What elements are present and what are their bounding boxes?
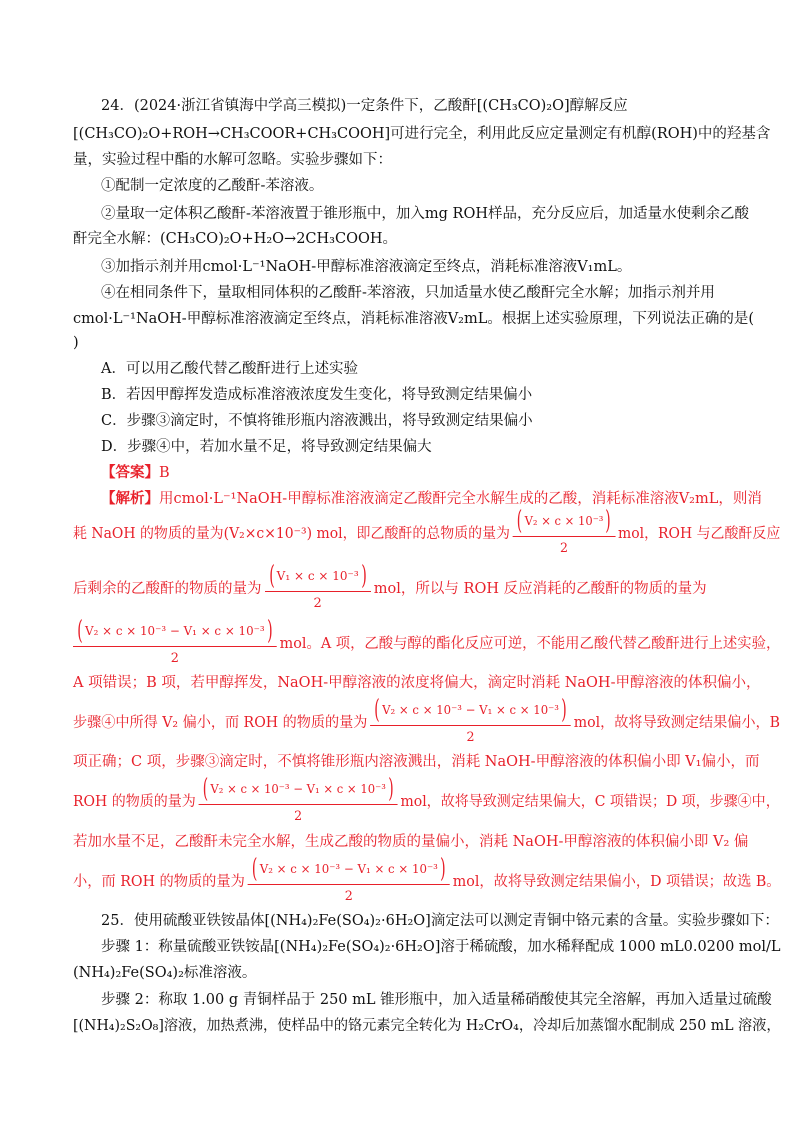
q24-step4-end: ) <box>73 335 79 351</box>
answer-line <box>101 463 170 483</box>
fraction-remaining-anhydride: ( V₁ × c × 10⁻³ ) 2 <box>265 563 371 612</box>
q24-step1: ①配制一定浓度的乙酸酐-苯溶液。 <box>101 178 324 194</box>
analysis-line-5: A 项错误；B 项，若甲醇挥发，NaOH-甲醇溶液的浓度将偏大，滴定时消耗 NaOH-甲醇溶液的体积偏小， <box>73 675 761 691</box>
option-c: C．步骤③滴定时，不慎将锥形瓶内溶液溅出，将导致测定结果偏小 <box>101 413 533 429</box>
fraction-consumed-anhydride: ( V₂ × c × 10⁻³ − V₁ × c × 10⁻³ ) 2 <box>73 618 277 667</box>
q25-title: 25．使用硫酸亚铁铵晶体[(NH₄)₂Fe(SO₄)₂·6H₂O]滴定法可以测定青铜中铬元素的含量。实验步骤如下： <box>101 913 779 929</box>
q24-step4-cont: cmol·L⁻¹NaOH-甲醇标准溶液滴定至终点，消耗标准溶液V₂mL。根据上述实验原理，下列说法正确的是( <box>73 311 755 327</box>
fraction-roh-c: ( V₂ × c × 10⁻³ − V₁ × c × 10⁻³ ) 2 <box>199 776 398 825</box>
option-d: D．步骤④中，若加水量不足，将导致测定结果偏大 <box>101 439 432 455</box>
option-a: A．可以用乙酸代替乙酸酐进行上述实验 <box>101 361 358 377</box>
q25-step1: 步骤 1：称量硫酸亚铁铵晶[(NH₄)₂Fe(SO₄)₂·6H₂O]溶于稀硫酸，加水稀释配成 1000 mL0.0200 mol/L <box>101 939 781 955</box>
analysis-line-7: 项正确；C 项，步骤③滴定时，不慎将锥形瓶内溶液溅出，消耗 NaOH-甲醇溶液的体积偏小即 V₁偏小，而 <box>73 754 760 770</box>
analysis-line-4: ( V₂ × c × 10⁻³ − V₁ × c × 10⁻³ ) 2 mol。A 项，乙酸与醇的酯化反应可逆，不能用乙酸代替乙酸酐进行上述实验， <box>73 618 780 667</box>
option-b: B．若因甲醇挥发造成标准溶液浓度发生变化，将导致测定结果偏小 <box>101 387 533 403</box>
q24-step3: ③加指示剂并用cmol·L⁻¹NaOH-甲醇标准溶液滴定至终点，消耗标准溶液V₁mL。 <box>101 259 632 275</box>
answer-value: B <box>159 465 170 481</box>
analysis-line-6: 步骤④中所得 V₂ 偏小，而 ROH 的物质的量为 ( V₂ × c × 10⁻³ − V₁ × c × 10⁻³ ) 2 mol，故将导致测定结果偏小，B <box>73 695 781 745</box>
q24-step4: ④在相同条件下，量取相同体积的乙酸酐-苯溶液，只加适量水使乙酸酐完全水解；加指示剂并用 <box>101 285 715 301</box>
analysis-line-9: 若加水量不足，乙酸酐未完全水解，生成乙酸的物质的量偏小，消耗 NaOH-甲醇溶液的体积偏小即 V₂ 偏 <box>73 834 749 850</box>
q24-intro: 量，实验过程中酯的水解可忽略。实验步骤如下： <box>73 152 392 168</box>
analysis-tag: 【解析】 <box>101 490 159 507</box>
fraction-roh-b: ( V₂ × c × 10⁻³ − V₁ × c × 10⁻³ ) 2 <box>370 697 571 746</box>
q24-step2-cont: 酐完全水解：(CH₃CO)₂O+H₂O→2CH₃COOH。 <box>73 231 397 247</box>
q25-step1-cont: (NH₄)₂Fe(SO₄)₂标准溶液。 <box>73 965 257 981</box>
analysis-line-1: 【解析】用cmol·L⁻¹NaOH-甲醇标准溶液滴定乙酸酐完全水解生成的乙酸，消耗标准溶液V₂mL，则消 <box>101 490 762 507</box>
answer-tag: 【答案】 <box>101 464 159 481</box>
q24-reaction: [(CH₃CO)₂O+ROH→CH₃COOR+CH₃COOH]可进行完全，利用此反应定量测定有机醇(ROH)中的羟基含 <box>73 126 771 142</box>
analysis-line-8: ROH 的物质的量为 ( V₂ × c × 10⁻³ − V₁ × c × 10⁻³ ) 2 mol，故将导致测定结果偏大，C 项错误；D 项，步骤④中， <box>73 774 780 824</box>
q24-title: 24．(2024·浙江省镇海中学高三模拟)一定条件下，乙酸酐[(CH₃CO)₂O]醇解反应 <box>101 98 628 114</box>
fraction-roh-d: ( V₂ × c × 10⁻³ − V₁ × c × 10⁻³ ) 2 <box>248 856 450 905</box>
q25-step2: 步骤 2：称取 1.00 g 青铜样品于 250 mL 锥形瓶中，加入适量稀硝酸使其完全溶解，再加入适量过硫酸 <box>101 992 772 1008</box>
q24-step2: ②量取一定体积乙酸酐-苯溶液置于锥形瓶中，加入mg ROH样品，充分反应后，加适量水使剩余乙酸 <box>101 206 749 222</box>
fraction-total-anhydride: ( V₂ × c × 10⁻³ ) 2 <box>513 508 615 557</box>
analysis-line-2: 耗 NaOH 的物质的量为(V₂×c×10⁻³) mol，即乙酸酐的总物质的量为 ( V₂ × c × 10⁻³ ) 2 mol，ROH 与乙酸酐反应 <box>73 506 781 556</box>
analysis-line-10: 小，而 ROH 的物质的量为 ( V₂ × c × 10⁻³ − V₁ × c × 10⁻³ ) 2 mol，故将导致测定结果偏小，D 项错误；故选 B。 <box>73 854 781 904</box>
analysis-line-3: 后剩余的乙酸酐的物质的量为 ( V₁ × c × 10⁻³ ) 2 mol，所以与 ROH 反应消耗的乙酸酐的物质的量为 <box>73 561 707 611</box>
q25-step2-cont: [(NH₄)₂S₂O₈]溶液，加热煮沸，使样品中的铬元素完全转化为 H₂CrO₄，冷却后加蒸馏水配制成 250 mL 溶液， <box>73 1018 781 1034</box>
